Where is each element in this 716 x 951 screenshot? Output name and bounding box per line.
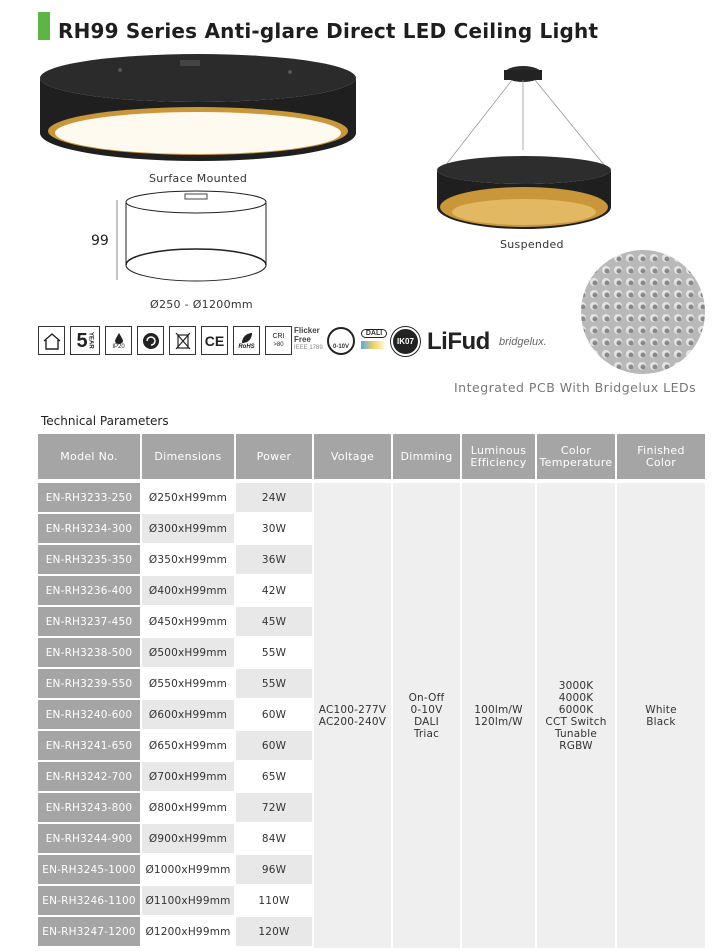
voltage-value: AC100-277V AC200-240V <box>314 483 391 948</box>
ik07-icon: IK07 <box>391 327 420 356</box>
color-temperature-value: 3000K 4000K 6000K CCT Switch Tunable RGBW <box>537 483 615 948</box>
warranty-icon: 5 YEAR <box>70 326 100 355</box>
product-illustrations <box>0 0 716 380</box>
technical-parameters-title: Technical Parameters <box>41 414 169 428</box>
header-finished-color: Finished Color <box>617 434 705 479</box>
ip-rating-icon: IP20 <box>105 326 132 355</box>
dimensions-cell: Ø900xH99mm <box>142 824 234 853</box>
header-dimensions: Dimensions <box>142 434 234 479</box>
pcb-closeup-image <box>581 250 705 374</box>
finished-color-value: White Black <box>617 483 705 948</box>
dimensions-cell: Ø650xH99mm <box>148 739 228 752</box>
header-dimming: Dimming <box>393 434 460 479</box>
dimensions-cell: Ø250xH99mm <box>148 491 228 504</box>
certification-icons <box>38 326 558 358</box>
surface-mounted-caption: Surface Mounted <box>149 172 248 185</box>
header-color-temperature: Color Temperature <box>537 434 615 479</box>
model-cell: EN-RH3244-900 <box>38 824 140 853</box>
height-dimension: 99 <box>91 233 109 249</box>
model-cell: EN-RH3245-1000 <box>38 855 140 884</box>
surface-mounted-fixture <box>40 54 356 161</box>
model-cell: EN-RH3246-1100 <box>38 886 140 915</box>
model-cell: EN-RH3235-350 <box>38 545 140 574</box>
ce-mark-icon: CE <box>201 326 228 355</box>
lifud-logo: LiFud <box>427 328 490 355</box>
header-voltage: Voltage <box>314 434 391 479</box>
model-cell: EN-RH3242-700 <box>38 762 140 791</box>
power-cell: 120W <box>236 917 312 946</box>
model-cell: EN-RH3234-300 <box>38 514 140 543</box>
model-cell: EN-RH3237-450 <box>38 607 140 636</box>
page-title: RH99 Series Anti-glare Direct LED Ceiling Light <box>58 19 599 43</box>
power-cell: 60W <box>261 708 287 721</box>
model-cell: EN-RH3233-250 <box>38 483 140 512</box>
dimensions-cell: Ø400xH99mm <box>142 576 234 605</box>
dimensions-cell: Ø600xH99mm <box>142 700 234 729</box>
power-cell: 24W <box>236 483 312 512</box>
dimension-drawing <box>117 191 266 281</box>
flicker-free-label: Flicker Free IEEE 1789 <box>294 326 323 351</box>
power-cell: 45W <box>236 607 312 636</box>
weee-bin-icon <box>169 326 196 355</box>
pcb-caption: Integrated PCB With Bridgelux LEDs <box>454 380 697 395</box>
technical-parameters-table <box>38 434 705 948</box>
power-cell: 110W <box>258 894 290 907</box>
dali-icon: DALI <box>361 329 387 353</box>
dimensions-cell: Ø800xH99mm <box>148 801 228 814</box>
power-cell: 42W <box>261 584 287 597</box>
diameter-range: Ø250 - Ø1200mm <box>150 298 253 311</box>
bridgelux-logo: bridgelux. <box>499 336 547 348</box>
model-cell: EN-RH3243-800 <box>38 793 140 822</box>
model-cell: EN-RH3247-1200 <box>38 917 140 946</box>
dimensions-cell: Ø550xH99mm <box>148 677 228 690</box>
dimensions-cell: Ø500xH99mm <box>142 638 234 667</box>
dimensions-cell: Ø300xH99mm <box>142 514 234 543</box>
model-cell: EN-RH3236-400 <box>38 576 140 605</box>
dimming-0-10v-icon: 0-10V <box>327 327 355 355</box>
power-cell: 72W <box>236 793 312 822</box>
power-cell: 36W <box>236 545 312 574</box>
efficiency-value: 100lm/W 120lm/W <box>462 483 535 948</box>
dimming-value: On-Off 0-10V DALI Triac <box>393 483 460 948</box>
header-power: Power <box>236 434 312 479</box>
recycle-icon <box>137 326 164 355</box>
dimensions-cell: Ø1200xH99mm <box>145 925 231 938</box>
power-cell: 84W <box>261 832 287 845</box>
power-cell: 65W <box>261 770 287 783</box>
header-model: Model No. <box>38 434 140 479</box>
dimensions-cell: Ø700xH99mm <box>142 762 234 791</box>
dimensions-cell: Ø350xH99mm <box>148 553 228 566</box>
dimensions-cell: Ø1100xH99mm <box>142 886 234 915</box>
power-cell: 30W <box>261 522 287 535</box>
suspended-fixture <box>437 66 611 229</box>
suspended-caption: Suspended <box>500 238 564 251</box>
power-cell: 55W <box>236 669 312 698</box>
power-cell: 96W <box>236 855 312 884</box>
rohs-icon: RoHS <box>233 326 260 355</box>
model-cell: EN-RH3240-600 <box>38 700 140 729</box>
indoor-house-icon <box>38 326 65 355</box>
dimensions-cell: Ø450xH99mm <box>148 615 228 628</box>
cri-icon: CRI >80 <box>265 326 292 355</box>
power-cell: 60W <box>236 731 312 760</box>
power-cell: 55W <box>261 646 287 659</box>
model-cell: EN-RH3238-500 <box>38 638 140 667</box>
model-cell: EN-RH3241-650 <box>38 731 140 760</box>
model-cell: EN-RH3239-550 <box>38 669 140 698</box>
header-efficiency: Luminous Efficiency <box>462 434 535 479</box>
dimensions-cell: Ø1000xH99mm <box>145 863 231 876</box>
